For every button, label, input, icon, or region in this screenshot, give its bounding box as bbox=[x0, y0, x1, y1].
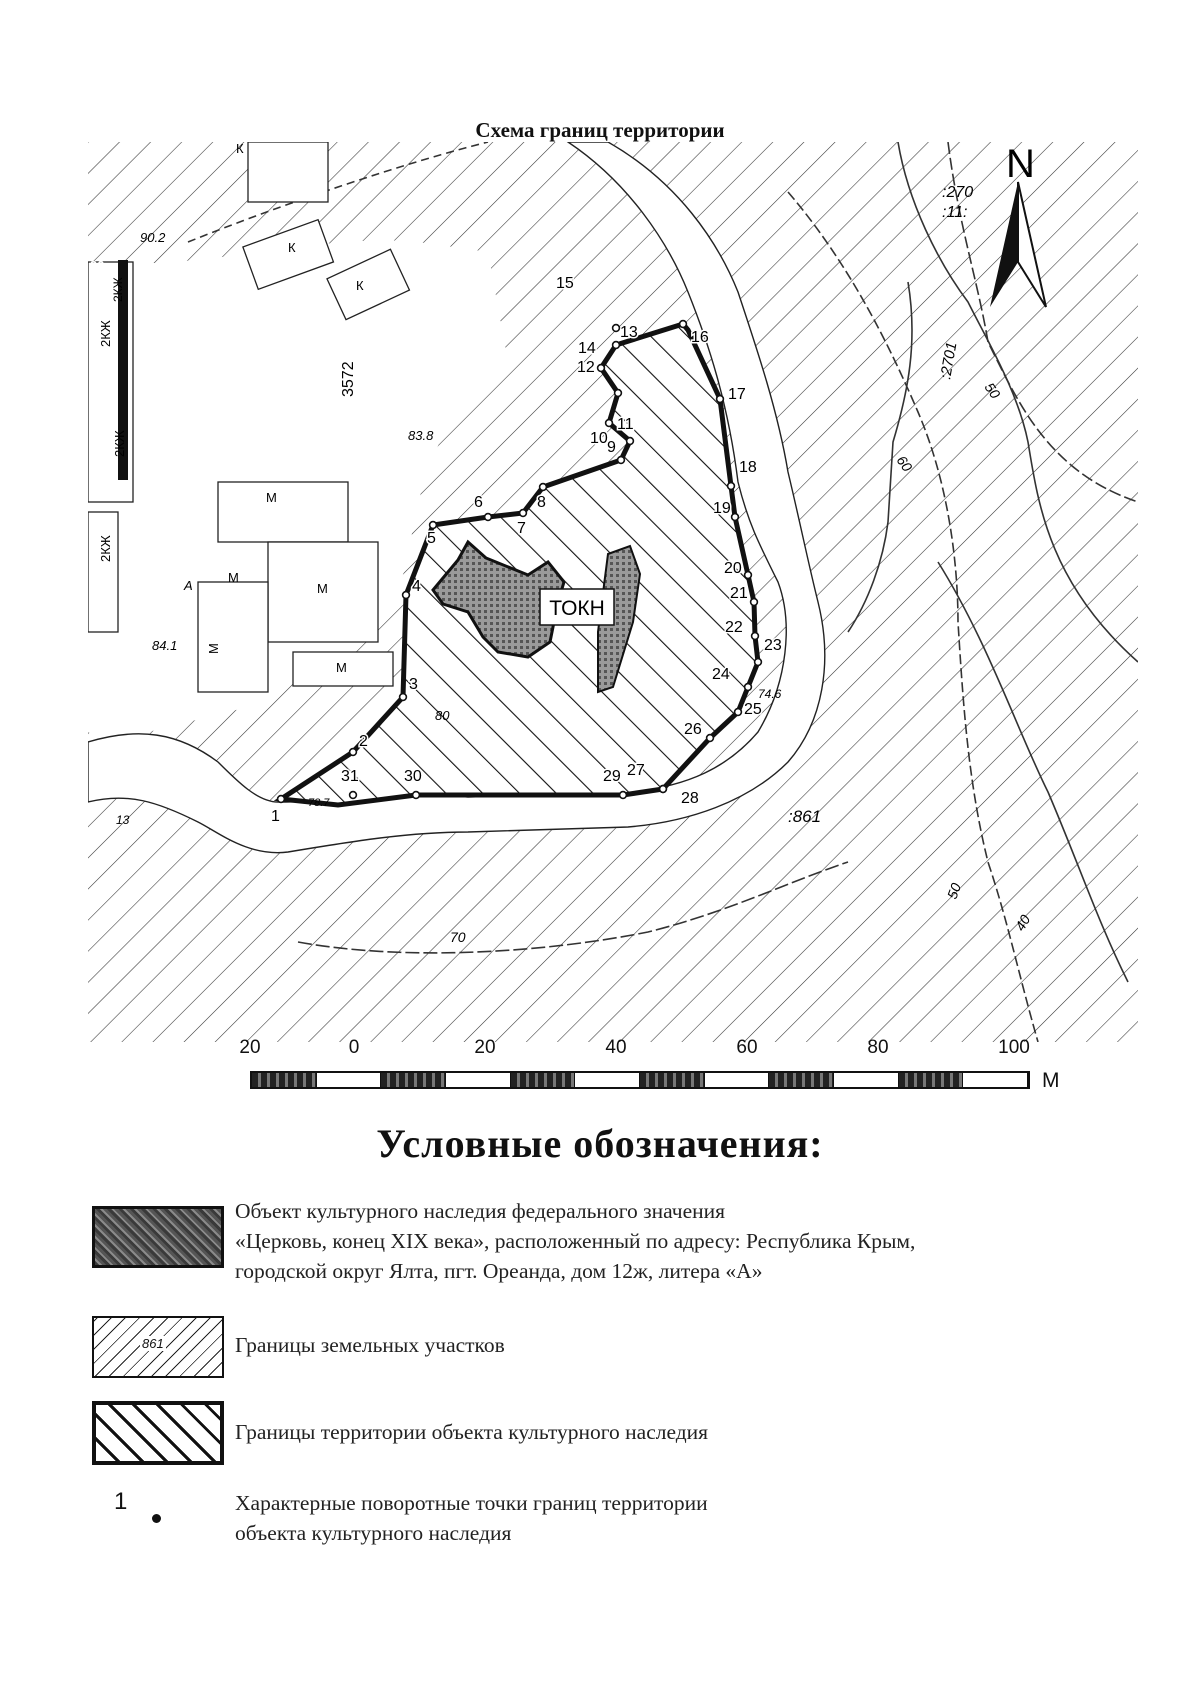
boundary-point-label: 6 bbox=[474, 494, 483, 511]
boundary-point-label: 15 bbox=[556, 275, 574, 292]
elevation-label-5: 78.7 bbox=[308, 797, 330, 809]
boundary-point-label: 9 bbox=[607, 439, 616, 456]
boundary-point-marker[interactable] bbox=[751, 599, 758, 606]
legend-swatch-territory bbox=[92, 1401, 224, 1465]
elevation-label-3: 84.1 bbox=[152, 638, 178, 653]
boundary-point-label: 19 bbox=[713, 500, 731, 517]
building-label-k1: К bbox=[236, 142, 244, 156]
building-label-m4: М bbox=[206, 643, 221, 654]
legend-line: «Церковь, конец XIX века», расположенный по адресу: Республика Крым, bbox=[235, 1229, 916, 1253]
boundary-point-label: 5 bbox=[427, 530, 436, 547]
legend-line: Границы территории объекта культурного наследия bbox=[235, 1420, 709, 1444]
legend-line: объекта культурного наследия bbox=[235, 1521, 512, 1545]
boundary-point-label: 20 bbox=[724, 560, 742, 577]
scale-bar bbox=[239, 1037, 1060, 1097]
elevation-label-6: 74.6 bbox=[758, 687, 782, 701]
legend-text-territory bbox=[235, 1417, 708, 1447]
boundary-point-marker[interactable] bbox=[413, 792, 420, 799]
legend-point-number: 1 bbox=[114, 1488, 128, 1515]
scale-tick-7: 100 bbox=[998, 1037, 1030, 1058]
legend-line: Границы земельных участков bbox=[235, 1333, 505, 1357]
legend-item-points bbox=[92, 1488, 1132, 1558]
boundary-point-marker[interactable] bbox=[745, 572, 752, 579]
object-label: ТОКН bbox=[549, 597, 605, 620]
boundary-point-label: 23 bbox=[764, 637, 782, 654]
legend-item-territory bbox=[92, 1401, 1132, 1471]
boundary-point-marker[interactable] bbox=[728, 483, 735, 490]
boundary-point-label: 24 bbox=[712, 666, 730, 683]
north-label: N bbox=[1006, 142, 1035, 186]
legend-title: Условные обозначения: bbox=[376, 1121, 824, 1166]
parcel-label-8: 2КЖ bbox=[98, 535, 113, 562]
boundary-point-label: 8 bbox=[537, 494, 546, 511]
boundary-point-label: 14 bbox=[578, 340, 596, 357]
boundary-point-label: 1 bbox=[271, 808, 280, 825]
boundary-point-marker[interactable] bbox=[350, 749, 357, 756]
contour-label-40: 40 bbox=[1011, 912, 1034, 934]
scale-tick-4: 40 bbox=[605, 1037, 627, 1058]
boundary-point-marker[interactable] bbox=[735, 709, 742, 716]
scale-tick-5: 60 bbox=[736, 1037, 758, 1058]
boundary-point-marker[interactable] bbox=[745, 684, 752, 691]
scale-unit: М bbox=[1042, 1069, 1060, 1092]
boundary-point-marker[interactable] bbox=[430, 522, 437, 529]
boundary-point-marker[interactable] bbox=[707, 735, 714, 742]
boundary-point-label: 28 bbox=[681, 790, 699, 807]
boundary-point-label: 30 bbox=[404, 768, 422, 785]
parcel-label-1: :270 bbox=[942, 184, 974, 201]
boundary-point-label: 13 bbox=[620, 324, 638, 341]
building-label-m2: М bbox=[317, 581, 328, 596]
building-label-m1: М bbox=[266, 490, 277, 505]
map-title: Схема границ территории bbox=[475, 118, 725, 142]
scale-tick-1: 20 bbox=[239, 1037, 261, 1058]
boundary-point-label: 2 bbox=[359, 733, 368, 750]
boundary-point-marker[interactable] bbox=[618, 457, 625, 464]
boundary-point-marker[interactable] bbox=[400, 694, 407, 701]
contour-label-50a: 50 bbox=[981, 379, 1004, 402]
building-label-k3: К bbox=[356, 278, 364, 293]
boundary-point-marker[interactable] bbox=[598, 365, 605, 372]
parcel-label-4: :2701 bbox=[937, 340, 961, 381]
boundary-point-marker[interactable] bbox=[613, 342, 620, 349]
boundary-point-marker[interactable] bbox=[540, 484, 547, 491]
boundary-point-marker[interactable] bbox=[278, 796, 285, 803]
boundary-point-label: 4 bbox=[412, 578, 421, 595]
boundary-point-marker[interactable] bbox=[755, 659, 762, 666]
legend-item-parcels bbox=[92, 1316, 1132, 1386]
boundary-point-marker[interactable] bbox=[660, 786, 667, 793]
building-label-a: А bbox=[184, 578, 193, 593]
boundary-point-marker[interactable] bbox=[680, 321, 687, 328]
boundary-point-marker[interactable] bbox=[606, 420, 613, 427]
scale-tick-2: 0 bbox=[348, 1037, 360, 1058]
elevation-label-2: 83.8 bbox=[408, 428, 434, 443]
legend-text-points bbox=[235, 1488, 708, 1548]
boundary-point-marker[interactable] bbox=[732, 514, 739, 521]
boundary-point-marker[interactable] bbox=[520, 510, 527, 517]
legend-item-object bbox=[92, 1196, 1132, 1286]
parcel-label-2: :11: bbox=[942, 204, 968, 221]
boundary-point-marker[interactable] bbox=[717, 396, 724, 403]
parcel-label-7: 2КЖ bbox=[112, 430, 127, 457]
map-canvas[interactable] bbox=[88, 142, 1138, 1042]
elevation-label-1: 90.2 bbox=[140, 230, 166, 245]
boundary-point-marker[interactable] bbox=[615, 390, 622, 397]
legend-line: Объект культурного наследия федерального значения bbox=[235, 1199, 726, 1223]
elevation-label-13: 13 bbox=[116, 813, 130, 827]
parcel-label-6: 2КЖ bbox=[98, 320, 113, 347]
legend-line: городской округ Ялта, пгт. Ореанда, дом 12ж, литера «А» bbox=[235, 1259, 763, 1283]
boundary-point-label: 17 bbox=[728, 386, 746, 403]
boundary-point-label: 27 bbox=[627, 762, 645, 779]
legend-swatch-parcel-number: 861 bbox=[142, 1336, 164, 1351]
scale-tick-6: 80 bbox=[867, 1037, 889, 1058]
boundary-point-label: 18 bbox=[739, 459, 757, 476]
parcel-label-9: 2КЖ bbox=[111, 277, 125, 302]
boundary-point-label: 31 bbox=[341, 768, 359, 785]
boundary-point-label: 25 bbox=[744, 701, 762, 718]
scale-bar-segments bbox=[250, 1071, 1030, 1089]
parcel-label-5: :861 bbox=[788, 807, 822, 826]
boundary-point-label: 22 bbox=[725, 619, 743, 636]
legend-line: Характерные поворотные точки границ территории bbox=[235, 1491, 708, 1515]
building-label-m5: М bbox=[228, 570, 239, 585]
boundary-point-marker[interactable] bbox=[620, 792, 627, 799]
boundary-point-marker[interactable] bbox=[613, 325, 620, 332]
boundary-point-marker[interactable] bbox=[350, 792, 357, 799]
elevation-label-4: 80 bbox=[435, 708, 450, 723]
boundary-point-label: 26 bbox=[684, 721, 702, 738]
parcel-label-3: 3572 bbox=[340, 361, 357, 397]
contour-label-50b: 50 bbox=[943, 880, 965, 902]
contour-label-70: 70 bbox=[450, 929, 466, 945]
boundary-point-marker[interactable] bbox=[485, 514, 492, 521]
legend-text-object bbox=[235, 1196, 915, 1286]
contour-label-60: 60 bbox=[893, 452, 916, 475]
building-label-k2: К bbox=[288, 240, 296, 255]
building-label-m3: М bbox=[336, 660, 347, 675]
boundary-point-marker[interactable] bbox=[403, 592, 410, 599]
boundary-point-marker[interactable] bbox=[627, 438, 634, 445]
legend-point-dot-icon bbox=[152, 1514, 161, 1523]
boundary-point-label: 11 bbox=[617, 416, 634, 433]
boundary-point-label: 3 bbox=[409, 676, 418, 693]
boundary-point-label: 16 bbox=[691, 329, 709, 346]
legend-swatch-parcels bbox=[92, 1316, 224, 1378]
boundary-point-label: 21 bbox=[730, 585, 748, 602]
boundary-point-label: 29 bbox=[603, 768, 621, 785]
boundary-point-marker[interactable] bbox=[752, 633, 759, 640]
legend-text-parcels bbox=[235, 1330, 505, 1360]
elevation-label-7: 90 bbox=[90, 258, 105, 273]
boundary-point-label: 12 bbox=[577, 359, 595, 376]
boundary-point-label: 7 bbox=[517, 520, 526, 537]
legend-swatch-object bbox=[92, 1206, 224, 1268]
boundary-point-label: 10 bbox=[590, 430, 608, 447]
scale-tick-3: 20 bbox=[474, 1037, 496, 1058]
